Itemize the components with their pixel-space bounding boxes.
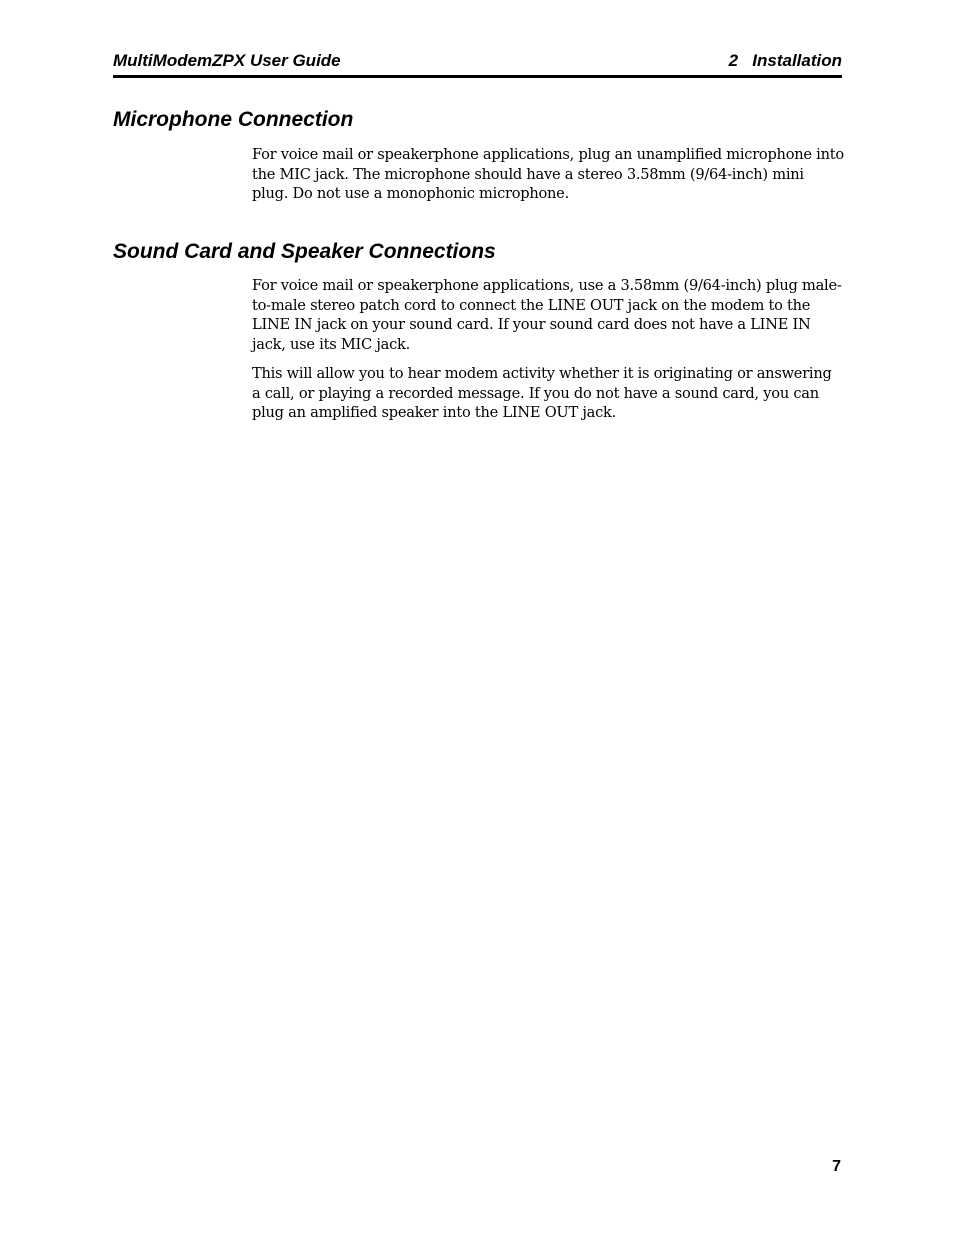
sound-card-connection-paragraph: For voice mail or speakerphone applications, use a 3.58mm (9/64-inch) plug male-to-male stereo patch cord to connect the LINE OUT jack on the modem to the LINE IN jack on your sound card. If your sound card does not have a LINE IN jack, use its MIC jack.: [252, 277, 842, 353]
section-heading-microphone-connection: Microphone Connection: [113, 108, 354, 131]
chapter-title: 2 Installation: [728, 51, 842, 70]
running-header: [113, 49, 842, 78]
speaker-connection-paragraph: This will allow you to hear modem activity whether it is originating or answering a call, or playing a recorded message. If you do not have a sound card, you can plug an amplified speaker into the LINE OUT jack.: [252, 365, 832, 422]
document-title: MultiModemZPX User Guide: [113, 51, 341, 70]
page-number: 7: [832, 1158, 841, 1175]
microphone-connection-paragraph: For voice mail or speakerphone applications, plug an unamplified microphone into the MIC jack. The microphone should have a stereo 3.58mm (9/64-inch) mini plug. Do not use a monophonic microphone.: [252, 146, 844, 203]
section-heading-sound-card-and-speaker-connections: Sound Card and Speaker Connections: [113, 240, 496, 263]
